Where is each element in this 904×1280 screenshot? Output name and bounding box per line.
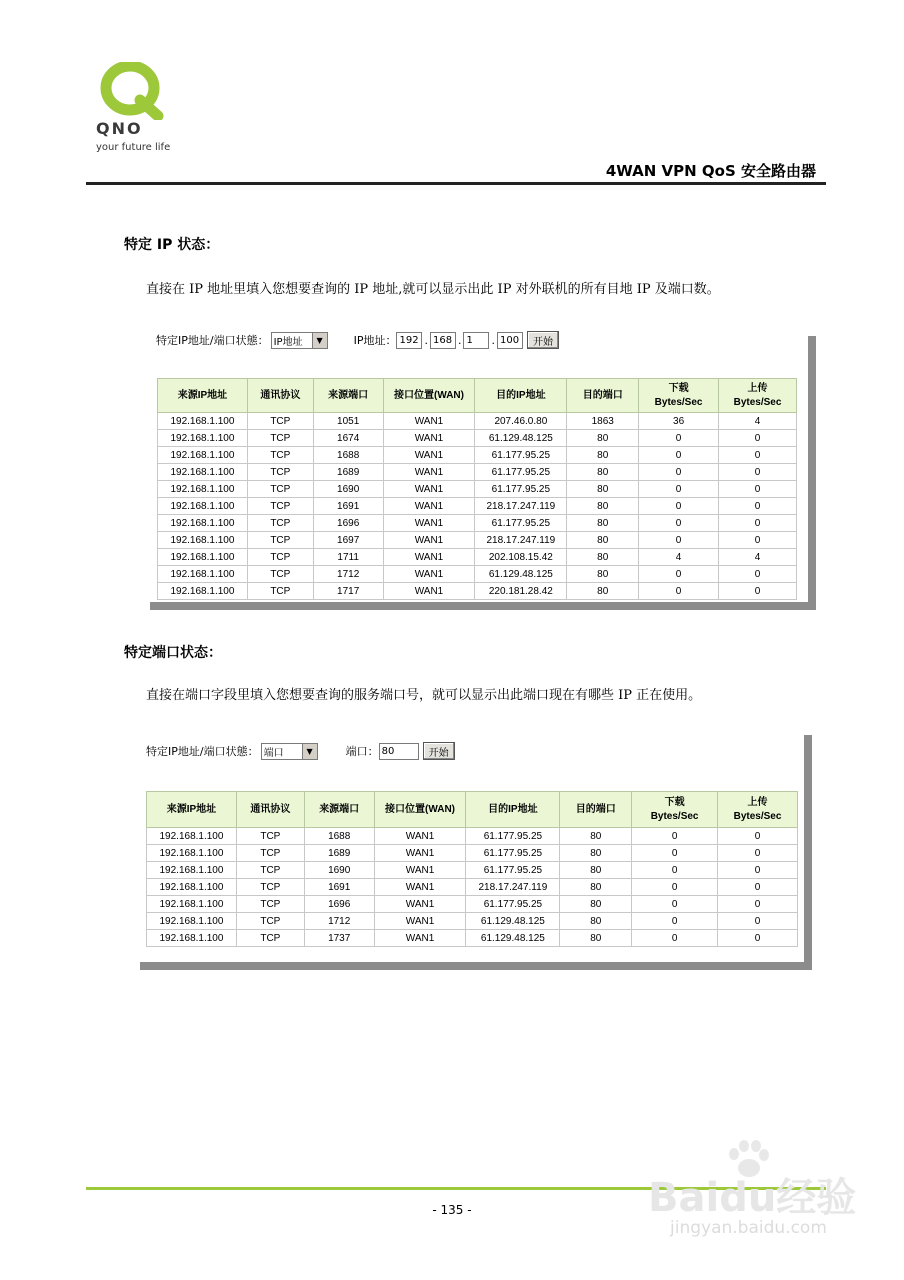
table-cell: TCP (247, 549, 313, 566)
baidu-watermark (640, 1140, 860, 1250)
port-input[interactable]: 80 (379, 743, 419, 760)
ip-dot: . (424, 333, 428, 347)
table-row (147, 828, 798, 845)
table-cell: 0 (639, 464, 719, 481)
table-cell: 0 (719, 583, 797, 600)
table-cell: TCP (247, 481, 313, 498)
table-cell: 0 (639, 566, 719, 583)
panel-shadow (140, 962, 812, 970)
table-cell: 1696 (313, 515, 383, 532)
table-row (147, 845, 798, 862)
table-cell: 80 (560, 913, 632, 930)
table-cell: 80 (560, 896, 632, 913)
header-title: 4WAN VPN QoS 安全路由器 (605, 162, 816, 180)
table-cell: TCP (247, 566, 313, 583)
table-cell: 1690 (304, 862, 374, 879)
table-cell: 0 (719, 447, 797, 464)
column-header: 来源IP地址 (147, 792, 237, 828)
qno-logo (96, 62, 186, 157)
table-cell: 0 (718, 896, 798, 913)
table-row (147, 862, 798, 879)
table-cell: WAN1 (374, 930, 466, 947)
table-cell: 1688 (313, 447, 383, 464)
table-cell: TCP (247, 413, 313, 430)
table-header-row (158, 379, 797, 413)
table-cell: WAN1 (383, 481, 475, 498)
panel-shadow (804, 735, 812, 970)
table-cell: 192.168.1.100 (158, 498, 248, 515)
header-divider (86, 182, 826, 185)
table-cell: WAN1 (374, 879, 466, 896)
column-header: 通讯协议 (247, 379, 313, 413)
table-cell: WAN1 (383, 413, 475, 430)
column-header: 来源IP地址 (158, 379, 248, 413)
column-header: 接口位置(WAN) (374, 792, 466, 828)
column-header: 接口位置(WAN) (383, 379, 475, 413)
table-cell: 0 (718, 862, 798, 879)
table-row (158, 549, 797, 566)
table-cell: WAN1 (383, 464, 475, 481)
table-cell: 61.177.95.25 (475, 447, 567, 464)
table-cell: 61.129.48.125 (475, 566, 567, 583)
section-title-ip-status: 特定 IP 状态： (124, 237, 220, 253)
table-row (158, 413, 797, 430)
table-cell: 80 (560, 879, 632, 896)
table-cell: 61.177.95.25 (475, 464, 567, 481)
table-cell: 4 (639, 549, 719, 566)
table-cell: TCP (247, 583, 313, 600)
section-title-port-status: 特定端口状态： (124, 645, 222, 661)
table-cell: 0 (639, 515, 719, 532)
table-cell: 61.129.48.125 (466, 930, 560, 947)
table-cell: WAN1 (374, 913, 466, 930)
table-cell: 1717 (313, 583, 383, 600)
table-cell: 1691 (313, 498, 383, 515)
ip-octet-2-input[interactable]: 168 (430, 332, 456, 349)
table-cell: 0 (718, 913, 798, 930)
table-cell: 0 (632, 896, 718, 913)
panel-shadow (808, 336, 816, 610)
table-cell: 0 (632, 862, 718, 879)
watermark-brand: Baidu经验 (648, 1175, 857, 1221)
table-cell: WAN1 (383, 549, 475, 566)
panel-shadow (150, 602, 816, 610)
table-cell: TCP (236, 913, 304, 930)
table-cell: 0 (639, 430, 719, 447)
table-row (158, 532, 797, 549)
column-header: 目的IP地址 (466, 792, 560, 828)
port-label: 端口： (345, 745, 379, 758)
column-header: 下载 Bytes/Sec (632, 792, 718, 828)
status-type-select-value: IP地址 (273, 336, 303, 348)
table-cell: 0 (632, 845, 718, 862)
ip-status-form (156, 331, 559, 349)
table-cell: 61.177.95.25 (466, 845, 560, 862)
table-row (158, 430, 797, 447)
table-cell: 80 (567, 447, 639, 464)
start-button[interactable]: 开始 (527, 331, 559, 349)
ip-address-label: IP地址： (353, 334, 397, 347)
table-cell: 1689 (313, 464, 383, 481)
table-cell: 1711 (313, 549, 383, 566)
table-cell: TCP (236, 845, 304, 862)
dropdown-arrow-icon[interactable]: ▼ (312, 333, 327, 348)
table-cell: 192.168.1.100 (158, 532, 248, 549)
table-cell: 0 (632, 828, 718, 845)
table-cell: 218.17.247.119 (475, 498, 567, 515)
table-cell: 61.177.95.25 (466, 828, 560, 845)
table-cell: 80 (567, 464, 639, 481)
table-cell: TCP (247, 447, 313, 464)
table-cell: 36 (639, 413, 719, 430)
section-description-port-status: 直接在端口字段里填入您想要查询的服务端口号，就可以显示出此端口现在有哪些 IP 正在使用。 (146, 688, 702, 703)
logo-tagline: your future life (96, 142, 171, 153)
ip-octet-1-input[interactable]: 192 (396, 332, 422, 349)
watermark-url: jingyan.baidu.com (670, 1218, 827, 1238)
table-cell: 1696 (304, 896, 374, 913)
table-cell: 80 (567, 515, 639, 532)
column-header: 目的IP地址 (475, 379, 567, 413)
table-cell: 80 (560, 828, 632, 845)
status-type-label: 特定IP地址/端口状態： (156, 334, 269, 347)
table-cell: 80 (567, 498, 639, 515)
table-row (147, 879, 798, 896)
column-header: 上传 Bytes/Sec (719, 379, 797, 413)
table-cell: TCP (247, 515, 313, 532)
table-row (158, 583, 797, 600)
table-cell: WAN1 (383, 430, 475, 447)
table-cell: 80 (567, 532, 639, 549)
table-cell: 80 (567, 549, 639, 566)
table-cell: 202.108.15.42 (475, 549, 567, 566)
table-cell: 1863 (567, 413, 639, 430)
table-cell: 1051 (313, 413, 383, 430)
table-cell: 0 (718, 828, 798, 845)
table-cell: 0 (719, 430, 797, 447)
table-row (158, 498, 797, 515)
table-cell: 192.168.1.100 (147, 879, 237, 896)
table-cell: 0 (718, 845, 798, 862)
table-cell: 1737 (304, 930, 374, 947)
port-status-form (146, 742, 455, 760)
table-cell: 80 (567, 566, 639, 583)
table-cell: 1697 (313, 532, 383, 549)
table-cell: 192.168.1.100 (147, 862, 237, 879)
table-row (147, 896, 798, 913)
table-cell: 0 (719, 515, 797, 532)
status-type-select[interactable] (271, 332, 328, 349)
table-cell: TCP (236, 828, 304, 845)
table-row (158, 464, 797, 481)
column-header: 来源端口 (304, 792, 374, 828)
qno-logo-icon (100, 62, 166, 120)
table-cell: 192.168.1.100 (158, 549, 248, 566)
column-header: 来源端口 (313, 379, 383, 413)
table-cell: WAN1 (383, 498, 475, 515)
table-cell: 220.181.28.42 (475, 583, 567, 600)
table-cell: TCP (236, 862, 304, 879)
status-type-select-value: 端口 (263, 747, 284, 759)
table-cell: 0 (639, 583, 719, 600)
table-cell: 207.46.0.80 (475, 413, 567, 430)
table-cell: 80 (560, 930, 632, 947)
table-cell: 4 (719, 413, 797, 430)
table-cell: 0 (718, 879, 798, 896)
table-cell: WAN1 (374, 828, 466, 845)
table-cell: 1712 (304, 913, 374, 930)
table-cell: 1712 (313, 566, 383, 583)
table-cell: 192.168.1.100 (147, 845, 237, 862)
table-cell: 0 (718, 930, 798, 947)
table-cell: TCP (236, 896, 304, 913)
table-cell: TCP (247, 498, 313, 515)
ip-dot: . (491, 333, 495, 347)
ip-octet-4-input[interactable]: 100 (497, 332, 523, 349)
table-cell: 80 (567, 583, 639, 600)
table-cell: 1674 (313, 430, 383, 447)
page-number: - 135 - (432, 1203, 472, 1217)
table-cell: 218.17.247.119 (466, 879, 560, 896)
table-cell: TCP (247, 464, 313, 481)
table-cell: TCP (236, 930, 304, 947)
ip-status-table (157, 378, 797, 600)
table-cell: 192.168.1.100 (147, 930, 237, 947)
table-cell: 0 (639, 481, 719, 498)
table-cell: 1689 (304, 845, 374, 862)
ip-dot: . (457, 333, 462, 347)
logo-text: QNO (96, 119, 143, 138)
table-cell: 192.168.1.100 (158, 447, 248, 464)
start-button[interactable]: 开始 (423, 742, 455, 760)
table-cell: 0 (632, 913, 718, 930)
column-header: 目的端口 (560, 792, 632, 828)
table-cell: 0 (719, 566, 797, 583)
table-cell: WAN1 (383, 532, 475, 549)
table-cell: 192.168.1.100 (158, 515, 248, 532)
table-cell: WAN1 (374, 896, 466, 913)
section-description-ip-status: 直接在 IP 地址里填入您想要查询的 IP 地址,就可以显示出此 IP 对外联机的所有目地 IP 及端口数。 (146, 282, 720, 297)
table-cell: 1688 (304, 828, 374, 845)
table-cell: 0 (632, 930, 718, 947)
table-cell: 80 (567, 481, 639, 498)
table-cell: 1691 (304, 879, 374, 896)
table-row (147, 913, 798, 930)
table-cell: 61.177.95.25 (475, 481, 567, 498)
table-cell: 61.129.48.125 (475, 430, 567, 447)
table-cell: 80 (567, 430, 639, 447)
table-cell: 0 (719, 532, 797, 549)
table-cell: WAN1 (383, 583, 475, 600)
column-header: 下载 Bytes/Sec (639, 379, 719, 413)
table-cell: 0 (719, 498, 797, 515)
table-cell: 0 (719, 481, 797, 498)
port-status-table (146, 791, 798, 947)
table-cell: 192.168.1.100 (158, 464, 248, 481)
table-cell: 80 (560, 862, 632, 879)
table-cell: 61.129.48.125 (466, 913, 560, 930)
table-cell: 80 (560, 845, 632, 862)
table-cell: 0 (639, 447, 719, 464)
table-cell: 61.177.95.25 (466, 862, 560, 879)
column-header: 通讯协议 (236, 792, 304, 828)
table-cell: 192.168.1.100 (147, 828, 237, 845)
table-cell: WAN1 (374, 845, 466, 862)
status-type-select[interactable] (261, 743, 318, 760)
table-cell: TCP (247, 532, 313, 549)
ip-octet-3-input[interactable]: 1 (463, 332, 489, 349)
table-row (158, 447, 797, 464)
table-cell: 192.168.1.100 (158, 413, 248, 430)
column-header: 目的端口 (567, 379, 639, 413)
column-header: 上传 Bytes/Sec (718, 792, 798, 828)
table-row (158, 515, 797, 532)
table-header-row (147, 792, 798, 828)
table-cell: WAN1 (383, 566, 475, 583)
table-cell: 61.177.95.25 (466, 896, 560, 913)
table-row (158, 566, 797, 583)
table-cell: WAN1 (374, 862, 466, 879)
table-cell: 1690 (313, 481, 383, 498)
status-type-label: 特定IP地址/端口状態： (146, 745, 259, 758)
table-cell: 192.168.1.100 (158, 430, 248, 447)
table-row (158, 481, 797, 498)
table-cell: 0 (639, 532, 719, 549)
table-cell: 0 (632, 879, 718, 896)
table-cell: TCP (247, 430, 313, 447)
table-cell: 218.17.247.119 (475, 532, 567, 549)
table-cell: 192.168.1.100 (158, 481, 248, 498)
table-row (147, 930, 798, 947)
table-cell: 192.168.1.100 (158, 566, 248, 583)
table-cell: WAN1 (383, 447, 475, 464)
dropdown-arrow-icon[interactable]: ▼ (302, 744, 317, 759)
table-cell: 0 (639, 498, 719, 515)
table-cell: 0 (719, 464, 797, 481)
table-cell: 4 (719, 549, 797, 566)
table-cell: 192.168.1.100 (147, 896, 237, 913)
table-cell: WAN1 (383, 515, 475, 532)
table-cell: TCP (236, 879, 304, 896)
table-cell: 192.168.1.100 (147, 913, 237, 930)
table-cell: 61.177.95.25 (475, 515, 567, 532)
table-cell: 192.168.1.100 (158, 583, 248, 600)
